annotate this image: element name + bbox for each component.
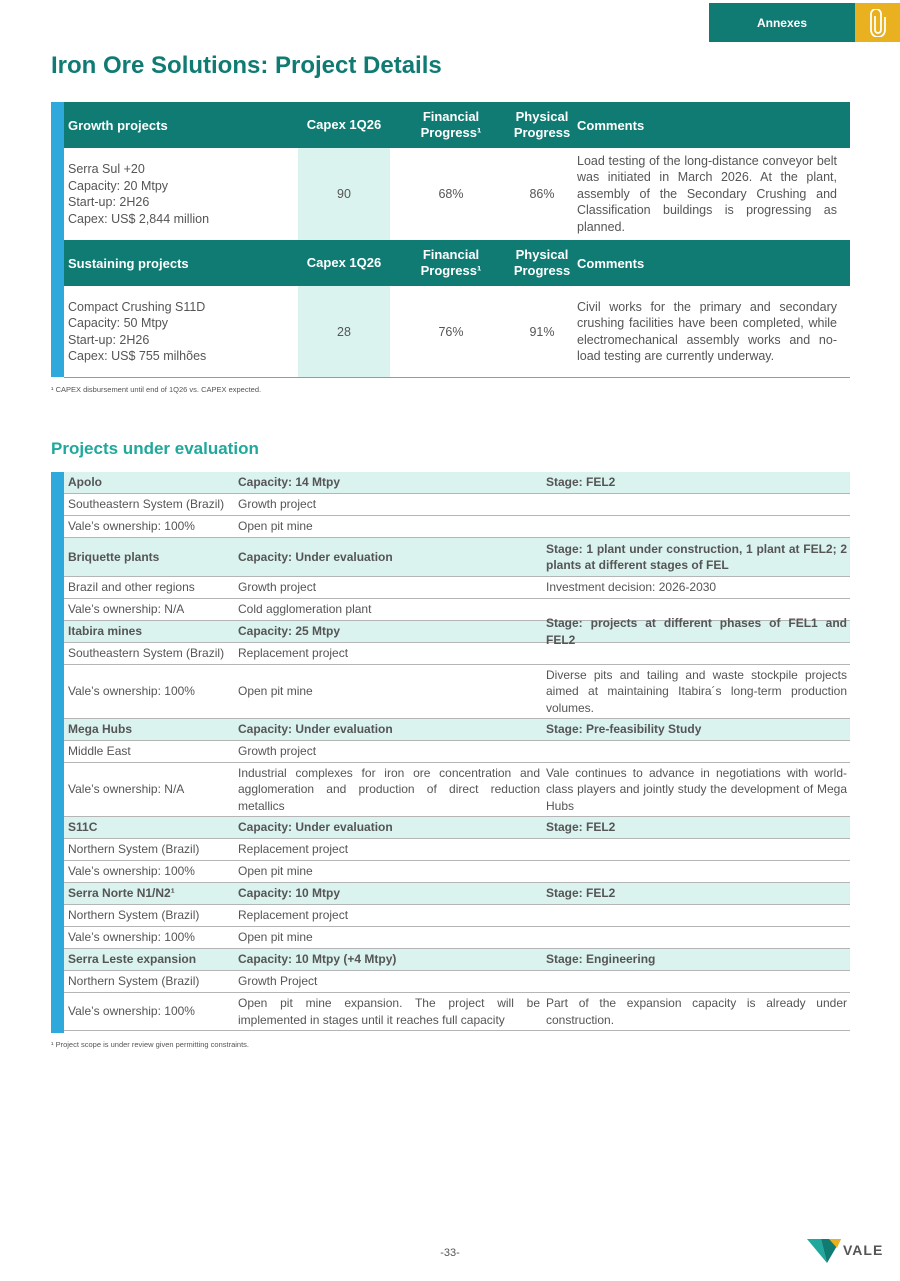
evaluation-cell-project: Vale’s ownership: 100% bbox=[68, 1004, 195, 1019]
annexes-tab-label: Annexes bbox=[756, 15, 808, 30]
evaluation-cell-capacity: Capacity: Under evaluation bbox=[238, 549, 393, 564]
project-startup: Start-up: 2H26 bbox=[68, 332, 150, 347]
page-title: Iron Ore Solutions: Project Details bbox=[51, 52, 442, 79]
evaluation-cell-capacity: Cold agglomeration plant bbox=[238, 602, 372, 617]
project-name: Compact Crushing S11D bbox=[68, 299, 206, 314]
sustaining-header-financial: Financial Progress¹ bbox=[420, 247, 482, 278]
evaluation-project-header-row bbox=[64, 817, 850, 839]
evaluation-detail-row bbox=[64, 643, 850, 665]
growth-project-info bbox=[68, 148, 209, 240]
evaluation-cell-capacity: Open pit mine bbox=[238, 864, 313, 879]
evaluation-cell-stage bbox=[546, 861, 847, 882]
table-accent-band bbox=[51, 102, 64, 377]
evaluation-cell-project: Middle East bbox=[68, 744, 131, 759]
evaluation-cell-project: Northern System (Brazil) bbox=[68, 974, 200, 989]
sustaining-project-info bbox=[68, 286, 206, 377]
evaluation-cell-capacity: Open pit mine expansion. The project will be implemented in stages until it reaches full capacity bbox=[238, 996, 540, 1027]
evaluation-detail-row bbox=[64, 839, 850, 861]
evaluation-detail-row bbox=[64, 927, 850, 949]
evaluation-cell-stage: Part of the expansion capacity is already under construction. bbox=[546, 996, 847, 1027]
evaluation-detail-row bbox=[64, 665, 850, 719]
project-name: Serra Sul +20 bbox=[68, 162, 145, 176]
evaluation-cell-capacity: Capacity: 25 Mtpy bbox=[238, 624, 341, 639]
evaluation-cell-project: Brazil and other regions bbox=[68, 580, 195, 595]
scope-footnote: ¹ Project scope is under review given permitting constraints. bbox=[51, 1040, 250, 1049]
evaluation-cell-capacity: Growth project bbox=[238, 580, 317, 595]
evaluation-cell-stage bbox=[546, 927, 847, 948]
capex-value: 28 bbox=[298, 286, 390, 377]
capex-footnote: ¹ CAPEX disbursement until end of 1Q26 vs. CAPEX expected. bbox=[51, 385, 262, 394]
evaluation-cell-stage bbox=[546, 643, 847, 664]
vale-logo-text: VALE bbox=[843, 1242, 884, 1258]
sustaining-header-comments: Comments bbox=[577, 255, 645, 271]
sustaining-header-row bbox=[64, 240, 850, 286]
evaluation-detail-row bbox=[64, 971, 850, 993]
evaluation-cell-capacity: Open pit mine bbox=[238, 930, 313, 945]
evaluation-cell-capacity: Capacity: 10 Mtpy (+4 Mtpy) bbox=[238, 952, 397, 967]
project-comment: Civil works for the primary and secondary crushing facilities have been completed, while electromechanical assembly works and no-load testing are currently underway. bbox=[577, 299, 837, 363]
evaluation-cell-project: Apolo bbox=[68, 475, 102, 490]
project-comment: Load testing of the long-distance conveyor belt was initiated in March 2026. At the plant, assembly of the Secondary Crushing and Classification buildings is progressing as planned. bbox=[577, 153, 837, 234]
evaluation-cell-stage bbox=[546, 741, 847, 762]
evaluation-cell-project: Northern System (Brazil) bbox=[68, 908, 200, 923]
evaluation-cell-stage: Stage: projects at different phases of FEL1 and FEL2 bbox=[546, 616, 847, 647]
evaluation-cell-capacity: Replacement project bbox=[238, 908, 349, 923]
evaluation-cell-project: Serra Norte N1/N2¹ bbox=[68, 886, 175, 901]
evaluation-detail-row bbox=[64, 861, 850, 883]
physical-progress: 91% bbox=[529, 324, 555, 339]
evaluation-cell-stage: Stage: Engineering bbox=[546, 952, 656, 967]
capex-value: 90 bbox=[298, 148, 390, 240]
growth-header-row bbox=[64, 102, 850, 148]
evaluation-cell-project: S11C bbox=[68, 820, 98, 835]
evaluation-cell-stage bbox=[546, 905, 847, 926]
evaluation-cell-project: Serra Leste expansion bbox=[68, 952, 197, 967]
evaluation-cell-capacity: Capacity: Under evaluation bbox=[238, 722, 393, 737]
evaluation-detail-row bbox=[64, 577, 850, 599]
financial-progress: 68% bbox=[438, 187, 464, 201]
project-capex: Capex: US$ 755 milhões bbox=[68, 349, 207, 363]
evaluation-cell-stage bbox=[546, 494, 847, 515]
evaluation-cell-stage bbox=[546, 839, 847, 860]
evaluation-detail-row bbox=[64, 516, 850, 538]
project-startup: Start-up: 2H26 bbox=[68, 195, 150, 209]
evaluation-cell-project: Briquette plants bbox=[68, 549, 160, 564]
growth-header-title: Growth projects bbox=[68, 117, 168, 133]
evaluation-project-header-row bbox=[64, 538, 850, 577]
project-capacity: Capacity: 20 Mtpy bbox=[68, 178, 169, 193]
evaluation-detail-row bbox=[64, 494, 850, 516]
evaluation-cell-stage: Stage: FEL2 bbox=[546, 886, 616, 901]
growth-header-capex: Capex 1Q26 bbox=[306, 117, 382, 132]
evaluation-project-header-row bbox=[64, 883, 850, 905]
sustaining-data-row bbox=[64, 286, 850, 377]
evaluation-cell-project: Northern System (Brazil) bbox=[68, 842, 200, 857]
evaluation-cell-capacity: Growth project bbox=[238, 497, 317, 512]
evaluation-project-header-row bbox=[64, 719, 850, 741]
evaluation-cell-stage: Diverse pits and tailing and waste stockpile projects aimed at maintaining Itabira´s long-term production volumes. bbox=[546, 667, 847, 715]
evaluation-cell-stage bbox=[546, 516, 847, 537]
evaluation-cell-stage: Stage: 1 plant under construction, 1 plant at FEL2; 2 plants at different stages of FEL bbox=[546, 541, 847, 572]
evaluation-cell-stage: Investment decision: 2026-2030 bbox=[546, 580, 717, 595]
evaluation-cell-capacity: Capacity: 10 Mtpy bbox=[238, 886, 341, 901]
evaluation-cell-project: Vale’s ownership: 100% bbox=[68, 684, 195, 699]
evaluation-detail-row bbox=[64, 905, 850, 927]
growth-header-financial: Financial Progress¹ bbox=[420, 109, 482, 140]
evaluation-cell-project: Vale’s ownership: 100% bbox=[68, 519, 195, 534]
evaluation-cell-capacity: Replacement project bbox=[238, 646, 349, 661]
table-bottom-rule bbox=[64, 377, 850, 378]
evaluation-cell-capacity: Replacement project bbox=[238, 842, 349, 857]
evaluation-project-header-row bbox=[64, 472, 850, 494]
evaluation-cell-stage bbox=[546, 971, 847, 992]
evaluation-cell-project: Vale’s ownership: 100% bbox=[68, 930, 195, 945]
evaluation-cell-stage: Stage: Pre-feasibility Study bbox=[546, 722, 702, 737]
evaluation-cell-capacity: Open pit mine bbox=[238, 684, 313, 699]
vale-logo-icon bbox=[807, 1236, 841, 1264]
evaluation-cell-stage: Stage: FEL2 bbox=[546, 475, 616, 490]
evaluation-detail-row bbox=[64, 763, 850, 817]
annexes-tab[interactable] bbox=[709, 3, 855, 42]
evaluation-cell-stage: Stage: FEL2 bbox=[546, 820, 616, 835]
sustaining-header-physical: Physical Progress bbox=[513, 247, 571, 278]
page-number: -33- bbox=[440, 1247, 460, 1259]
growth-header-comments: Comments bbox=[577, 117, 645, 133]
growth-data-row bbox=[64, 148, 850, 240]
evaluation-cell-capacity: Industrial complexes for iron ore concentration and agglomeration and production of direct reduction metallics bbox=[238, 765, 540, 813]
sustaining-header-title: Sustaining projects bbox=[68, 255, 189, 271]
evaluation-detail-row bbox=[64, 993, 850, 1031]
evaluation-cell-project: Itabira mines bbox=[68, 624, 143, 639]
vale-logo bbox=[807, 1236, 883, 1264]
evaluation-project-header-row bbox=[64, 616, 850, 647]
evaluation-cell-project: Vale’s ownership: N/A bbox=[68, 782, 185, 797]
project-capex: Capex: US$ 2,844 million bbox=[68, 211, 210, 226]
physical-progress: 86% bbox=[529, 187, 555, 201]
evaluation-cell-capacity: Open pit mine bbox=[238, 519, 313, 534]
evaluation-project-header-row bbox=[64, 949, 850, 971]
financial-progress: 76% bbox=[438, 324, 464, 339]
evaluation-cell-project: Southeastern System (Brazil) bbox=[68, 497, 225, 512]
evaluation-cell-capacity: Growth project bbox=[238, 744, 317, 759]
evaluation-cell-capacity: Capacity: Under evaluation bbox=[238, 820, 393, 835]
sustaining-header-capex: Capex 1Q26 bbox=[306, 255, 382, 270]
project-capacity: Capacity: 50 Mtpy bbox=[68, 316, 169, 330]
evaluation-cell-capacity: Growth Project bbox=[238, 974, 318, 989]
growth-header-physical: Physical Progress bbox=[513, 109, 571, 140]
paperclip-icon bbox=[855, 3, 900, 42]
section-title-evaluation: Projects under evaluation bbox=[51, 439, 259, 458]
evaluation-cell-capacity: Capacity: 14 Mtpy bbox=[238, 475, 341, 490]
evaluation-cell-project: Mega Hubs bbox=[68, 722, 133, 737]
evaluation-cell-project: Southeastern System (Brazil) bbox=[68, 646, 225, 661]
evaluation-cell-project: Vale’s ownership: 100% bbox=[68, 864, 195, 879]
evaluation-cell-project: Vale’s ownership: N/A bbox=[68, 602, 185, 617]
table-accent-band bbox=[51, 472, 64, 1033]
evaluation-detail-row bbox=[64, 741, 850, 763]
evaluation-cell-stage: Vale continues to advance in negotiations with world-class players and jointly study the development of Mega Hubs bbox=[546, 765, 847, 813]
